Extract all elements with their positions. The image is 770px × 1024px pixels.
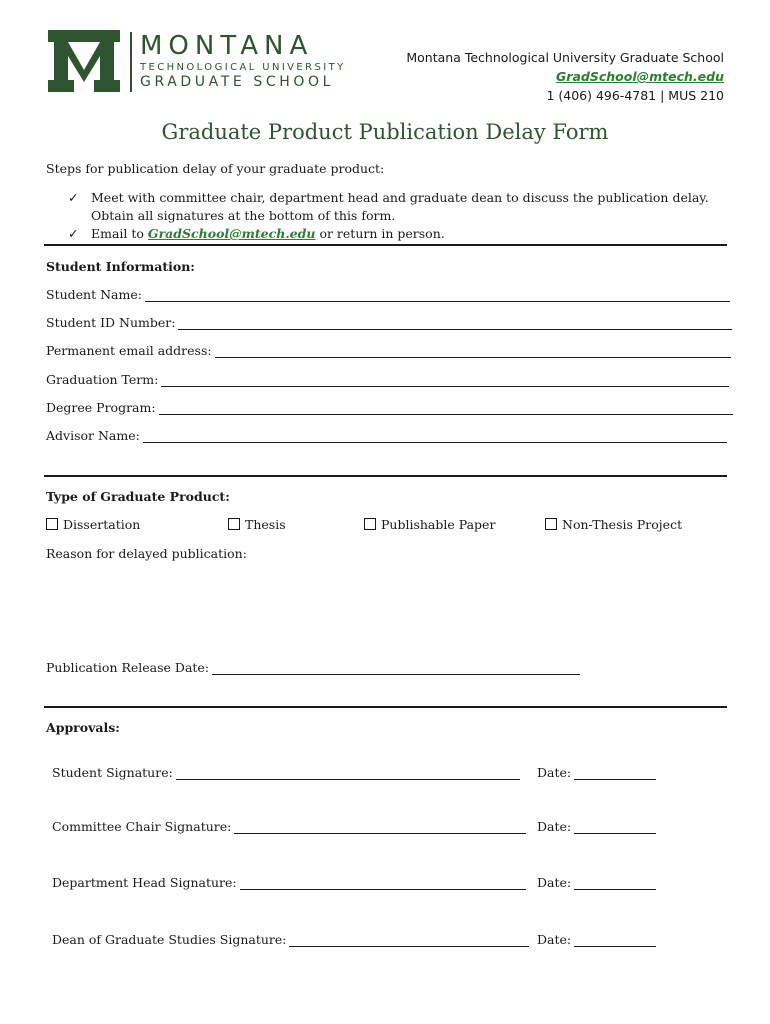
advisor-name-field[interactable] xyxy=(46,428,727,443)
field-label: Graduation Term: xyxy=(46,372,159,387)
option-dissertation[interactable] xyxy=(46,517,140,532)
checkbox-icon[interactable] xyxy=(228,518,240,530)
student-id-blank[interactable] xyxy=(178,317,732,330)
field-label: Committee Chair Signature: xyxy=(52,819,232,834)
option-label: Thesis xyxy=(245,517,286,532)
field-label: Date: xyxy=(537,819,572,834)
committee-chair-signature-field[interactable] xyxy=(52,819,526,834)
contact-name: Montana Technological University Graduate School xyxy=(406,50,724,65)
department-head-date-blank[interactable] xyxy=(574,877,656,890)
reason-label xyxy=(46,546,247,561)
student-signature-blank[interactable] xyxy=(176,767,520,780)
intro-text: Steps for publication delay of your graduate product: xyxy=(46,161,385,176)
field-label: Student ID Number: xyxy=(46,315,176,330)
product-type-heading: Type of Graduate Product: xyxy=(46,489,230,504)
approvals-heading: Approvals: xyxy=(46,720,120,735)
logo-text-technological: TECHNOLOGICAL UNIVERSITY xyxy=(140,62,346,73)
section-divider xyxy=(44,475,727,477)
logo-divider xyxy=(130,32,132,92)
field-label: Date: xyxy=(537,932,572,947)
committee-chair-date-field[interactable] xyxy=(537,819,656,834)
option-label: Non-Thesis Project xyxy=(562,517,683,532)
field-label: Student Name: xyxy=(46,287,142,302)
field-label: Dean of Graduate Studies Signature: xyxy=(52,932,287,947)
dean-signature-blank[interactable] xyxy=(289,934,529,947)
checkmark-icon: ✓ xyxy=(68,226,79,241)
student-date-field[interactable] xyxy=(537,765,656,780)
university-logo xyxy=(48,30,348,94)
step-item xyxy=(68,189,728,225)
step-text-suffix: or return in person. xyxy=(315,226,445,241)
option-publishable-paper[interactable] xyxy=(364,517,495,532)
release-date-field[interactable] xyxy=(46,660,580,675)
section-divider xyxy=(44,706,727,708)
field-label: Date: xyxy=(537,875,572,890)
step-text-prefix: Email to xyxy=(91,226,148,241)
field-label: Degree Program: xyxy=(46,400,156,415)
steps-list xyxy=(68,189,728,243)
section-divider xyxy=(44,244,727,246)
contact-phone: 1 (406) 496-4781 | MUS 210 xyxy=(546,88,724,103)
committee-chair-signature-blank[interactable] xyxy=(234,821,526,834)
email-field[interactable] xyxy=(46,343,731,358)
degree-program-blank[interactable] xyxy=(159,402,733,415)
mt-logo-icon xyxy=(48,30,120,92)
department-head-signature-field[interactable] xyxy=(52,875,526,890)
dean-date-field[interactable] xyxy=(537,932,656,947)
option-label: Publishable Paper xyxy=(381,517,496,532)
student-signature-field[interactable] xyxy=(52,765,520,780)
advisor-name-blank[interactable] xyxy=(143,430,727,443)
student-id-field[interactable] xyxy=(46,315,732,330)
student-info-heading: Student Information: xyxy=(46,259,195,274)
field-label: Permanent email address: xyxy=(46,343,212,358)
form-title: Graduate Product Publication Delay Form xyxy=(161,120,609,144)
option-non-thesis-project[interactable] xyxy=(545,517,682,532)
field-label: Department Head Signature: xyxy=(52,875,237,890)
degree-program-field[interactable] xyxy=(46,400,733,415)
step-email-link[interactable]: GradSchool@mtech.edu xyxy=(147,226,316,241)
logo-text-montana: MONTANA xyxy=(140,31,314,61)
field-label: Publication Release Date: xyxy=(46,660,210,675)
department-head-date-field[interactable] xyxy=(537,875,656,890)
dean-signature-field[interactable] xyxy=(52,932,529,947)
checkbox-icon[interactable] xyxy=(545,518,557,530)
student-name-blank[interactable] xyxy=(145,289,730,302)
logo-text-graduate-school: GRADUATE SCHOOL xyxy=(140,74,334,90)
student-name-field[interactable] xyxy=(46,287,730,302)
field-label: Advisor Name: xyxy=(46,428,140,443)
option-thesis[interactable] xyxy=(228,517,286,532)
field-label: Student Signature: xyxy=(52,765,173,780)
release-date-blank[interactable] xyxy=(212,662,580,675)
graduation-term-blank[interactable] xyxy=(161,374,729,387)
graduation-term-field[interactable] xyxy=(46,372,729,387)
department-head-signature-blank[interactable] xyxy=(240,877,526,890)
field-label: Date: xyxy=(537,765,572,780)
checkbox-icon[interactable] xyxy=(46,518,58,530)
email-blank[interactable] xyxy=(215,345,731,358)
dean-date-blank[interactable] xyxy=(574,934,656,947)
option-label: Dissertation xyxy=(63,517,141,532)
contact-email-link[interactable]: GradSchool@mtech.edu xyxy=(556,69,724,84)
checkbox-icon[interactable] xyxy=(364,518,376,530)
step-text: Meet with committee chair, department head and graduate dean to discuss the publication delay. Obtain all signatures at the bottom of this form. xyxy=(91,190,709,223)
step-item xyxy=(68,225,728,243)
committee-chair-date-blank[interactable] xyxy=(574,821,656,834)
reason-label-text: Reason for delayed publication: xyxy=(46,546,247,561)
contact-block xyxy=(406,48,724,105)
checkmark-icon: ✓ xyxy=(68,190,79,205)
student-date-blank[interactable] xyxy=(574,767,656,780)
